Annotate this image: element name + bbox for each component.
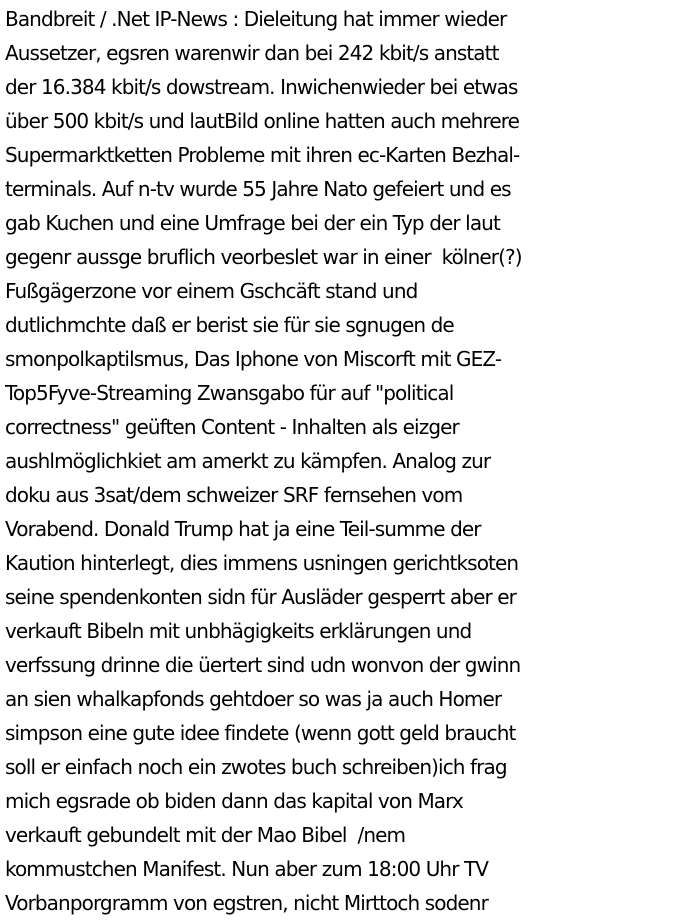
text-line: verkauft Bibeln mit unbhägigkeits erklärungen und <box>5 619 472 643</box>
text-line: Bandbreit / .Net IP-News : Dieleitung hat immer wieder <box>5 7 507 31</box>
text-line: Aussetzer, egsren warenwir dan bei 242 kbit/s anstatt <box>5 41 499 65</box>
text-line: Fußgägerzone vor einem Gschcäft stand und <box>5 279 418 303</box>
text-line: soll er einfach noch ein zwotes buch schreiben)ich frag <box>5 755 507 779</box>
text-line: an sien whalkapfonds gehtdoer so was ja auch Homer <box>5 687 502 711</box>
text-line: aushlmöglichkiet am amerkt zu kämpfen. Analog zur <box>5 449 491 473</box>
text-line: Vorabend. Donald Trump hat ja eine Teil-summe der <box>5 517 481 541</box>
text-line: seine spendenkonten sidn für Ausläder gesperrt aber er <box>5 585 516 609</box>
text-line: mich egsrade ob biden dann das kapital von Marx <box>5 789 463 813</box>
text-line: verkauft gebundelt mit der Mao Bibel /nem <box>5 823 406 847</box>
text-line: Vorbanporgramm von egstren, nicht Mirttoch sodenr <box>5 891 488 915</box>
text-line: terminals. Auf n-tv wurde 55 Jahre Nato gefeiert und es <box>5 177 511 201</box>
text-line: verfssung drinne die üertert sind udn wonvon der gwinn <box>5 653 521 677</box>
text-line: Top5Fyve-Streaming Zwansgabo für auf "political <box>5 381 454 405</box>
text-line: correctness" geüften Content - Inhalten als eizger <box>5 415 459 439</box>
text-line: doku aus 3sat/dem schweizer SRF fernsehen vom <box>5 483 463 507</box>
text-line: smonpolkaptilsmus, Das Iphone von Miscorft mit GEZ- <box>5 347 502 371</box>
text-line: gegenr aussge bruflich veorbeslet war in einer kölner(?) <box>5 245 522 269</box>
text-line: simpson eine gute idee findete (wenn gott geld braucht <box>5 721 516 745</box>
body-text <box>5 2 681 920</box>
text-line: Supermarktketten Probleme mit ihren ec-Karten Bezhal- <box>5 143 520 167</box>
text-line: kommustchen Manifest. Nun aber zum 18:00 Uhr TV <box>5 857 489 881</box>
text-line: gab Kuchen und eine Umfrage bei der ein Typ der laut <box>5 211 500 235</box>
text-line: Kaution hinterlegt, dies immens usningen gerichtksoten <box>5 551 519 575</box>
text-line: der 16.384 kbit/s dowstream. Inwichenwieder bei etwas <box>5 75 518 99</box>
text-line: dutlichmchte daß er berist sie für sie sgnugen de <box>5 313 454 337</box>
text-line: über 500 kbit/s und lautBild online hatten auch mehrere <box>5 109 520 133</box>
